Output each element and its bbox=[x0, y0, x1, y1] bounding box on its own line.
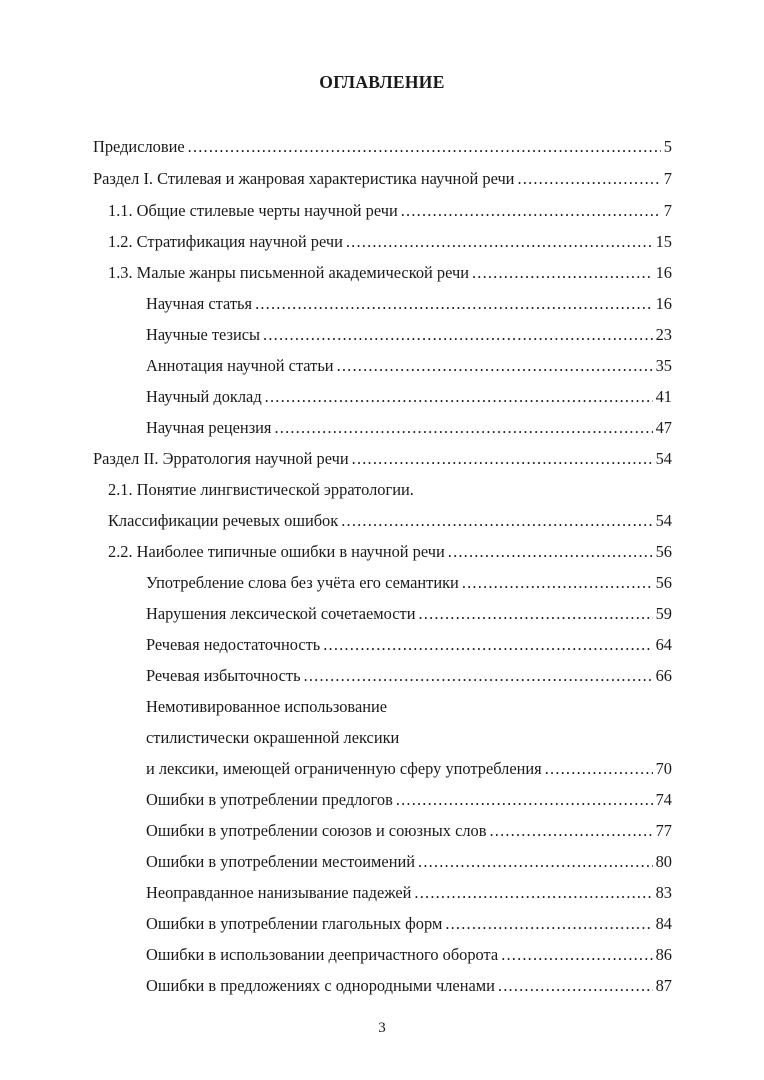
toc-leader bbox=[414, 881, 652, 905]
toc-entry-page: 84 bbox=[655, 914, 672, 933]
toc-leader bbox=[445, 912, 652, 936]
toc-leader bbox=[418, 850, 653, 874]
toc-entry-page: 74 bbox=[655, 790, 672, 809]
toc-entry-title: Употребление слова без учёта его семантики bbox=[146, 573, 459, 592]
toc-entry[interactable] bbox=[146, 788, 672, 812]
toc-leader bbox=[304, 664, 653, 688]
toc-entry[interactable] bbox=[108, 509, 672, 533]
toc-entry-title[interactable]: 2.1. Понятие лингвистической эрратологии. bbox=[108, 480, 414, 499]
page-number: 3 bbox=[378, 1020, 386, 1036]
toc-entry-page: 16 bbox=[655, 263, 672, 282]
toc-entry-title: Раздел II. Эрратология научной речи bbox=[93, 449, 349, 468]
toc-entry-title: Речевая недостаточность bbox=[146, 635, 321, 654]
toc-leader bbox=[396, 788, 653, 812]
toc-entry-title: Ошибки в предложениях с однородными членами bbox=[146, 976, 495, 995]
toc-entry[interactable] bbox=[146, 323, 672, 347]
toc-entry-page: 54 bbox=[655, 511, 672, 530]
toc-leader bbox=[346, 230, 653, 254]
toc-leader bbox=[462, 571, 653, 595]
toc-entry[interactable] bbox=[146, 819, 672, 843]
toc-entry-title: Речевая избыточность bbox=[146, 666, 301, 685]
toc-entry[interactable] bbox=[146, 881, 672, 905]
toc-entry-title: и лексики, имеющей ограниченную сферу употребления bbox=[146, 759, 542, 778]
toc-entry-title: Ошибки в употреблении предлогов bbox=[146, 790, 393, 809]
toc-entry-title: Предисловие bbox=[93, 137, 185, 156]
toc-entry-title: 1.3. Малые жанры письменной академической речи bbox=[108, 263, 469, 282]
toc-entry-page: 66 bbox=[655, 666, 672, 685]
toc-entry[interactable] bbox=[146, 571, 672, 595]
toc-leader bbox=[352, 447, 653, 471]
toc-entry-title: Ошибки в употреблении союзов и союзных слов bbox=[146, 821, 487, 840]
toc-entry-title: 1.1. Общие стилевые черты научной речи bbox=[108, 201, 398, 220]
toc-entry-title: Нарушения лексической сочетаемости bbox=[146, 604, 416, 623]
toc-leader bbox=[472, 261, 653, 285]
toc-entry-title: Научный доклад bbox=[146, 387, 262, 406]
toc-entry[interactable] bbox=[93, 167, 672, 191]
toc-leader bbox=[337, 354, 653, 378]
toc-entry-title: Классификации речевых ошибок bbox=[108, 511, 339, 530]
toc-leader bbox=[274, 416, 652, 440]
toc-entry-page: 7 bbox=[663, 201, 672, 220]
toc-entry-page: 7 bbox=[663, 169, 672, 188]
toc-entry-page: 23 bbox=[655, 325, 672, 344]
toc-entry-title: Раздел I. Стилевая и жанровая характеристика научной речи bbox=[93, 169, 515, 188]
toc-leader bbox=[401, 199, 661, 223]
toc-leader bbox=[501, 943, 652, 967]
toc-leader bbox=[489, 819, 652, 843]
toc-leader bbox=[517, 167, 660, 191]
toc-entry-page: 5 bbox=[663, 137, 672, 156]
toc-leader bbox=[418, 602, 652, 626]
toc-leader bbox=[341, 509, 652, 533]
toc-entry[interactable] bbox=[108, 261, 672, 285]
toc-entry-title: Научная рецензия bbox=[146, 418, 272, 437]
toc-leader bbox=[265, 385, 653, 409]
toc-entry[interactable] bbox=[108, 230, 672, 254]
toc-entry-title[interactable]: Немотивированное использование bbox=[146, 697, 388, 716]
toc-entry[interactable] bbox=[146, 385, 672, 409]
toc-entry[interactable] bbox=[108, 540, 672, 564]
toc-entry-title[interactable]: стилистически окрашенной лексики bbox=[146, 728, 400, 747]
toc-entry-title: Научные тезисы bbox=[146, 325, 261, 344]
toc-entry[interactable] bbox=[146, 354, 672, 378]
toc-entry-page: 41 bbox=[655, 387, 672, 406]
toc-entry-page: 59 bbox=[655, 604, 672, 623]
toc-entry[interactable] bbox=[146, 943, 672, 967]
toc-leader bbox=[498, 974, 653, 998]
toc-entry-page: 56 bbox=[655, 542, 672, 561]
toc-leader bbox=[188, 135, 661, 159]
toc-entry[interactable] bbox=[146, 602, 672, 626]
toc-entry[interactable] bbox=[146, 757, 672, 781]
page-title: ОГЛАВЛЕНИЕ bbox=[319, 72, 445, 92]
toc-entry[interactable] bbox=[93, 447, 672, 471]
toc-entry[interactable] bbox=[108, 199, 672, 223]
toc-entry[interactable] bbox=[146, 912, 672, 936]
toc-entry-page: 80 bbox=[655, 852, 672, 871]
toc-entry-page: 83 bbox=[655, 883, 672, 902]
toc-entry-page: 70 bbox=[655, 759, 672, 778]
toc-leader bbox=[323, 633, 652, 657]
toc-leader bbox=[545, 757, 653, 781]
toc-entry-title: 2.2. Наиболее типичные ошибки в научной речи bbox=[108, 542, 445, 561]
toc-entry-title: Ошибки в употреблении местоимений bbox=[146, 852, 416, 871]
toc-entry-page: 56 bbox=[655, 573, 672, 592]
toc-entry[interactable] bbox=[146, 633, 672, 657]
toc-entry-page: 16 bbox=[655, 294, 672, 313]
toc-entry-page: 86 bbox=[655, 945, 672, 964]
toc-entry[interactable] bbox=[146, 850, 672, 874]
toc-entry-page: 64 bbox=[655, 635, 672, 654]
toc-leader bbox=[448, 540, 653, 564]
toc-entry-page: 87 bbox=[655, 976, 672, 995]
toc-entry-page: 54 bbox=[655, 449, 672, 468]
toc-entry-title: 1.2. Стратификация научной речи bbox=[108, 232, 343, 251]
toc-entry[interactable] bbox=[146, 664, 672, 688]
toc-entry[interactable] bbox=[146, 974, 672, 998]
toc-entry-title: Научная статья bbox=[146, 294, 253, 313]
toc-leader bbox=[255, 292, 653, 316]
toc-entry-title: Ошибки в употреблении глагольных форм bbox=[146, 914, 443, 933]
toc-entry-page: 35 bbox=[655, 356, 672, 375]
toc-entry[interactable] bbox=[146, 292, 672, 316]
toc-leader bbox=[263, 323, 653, 347]
toc-entry-title: Аннотация научной статьи bbox=[146, 356, 334, 375]
toc-entry-page: 77 bbox=[655, 821, 672, 840]
toc-entry-page: 47 bbox=[655, 418, 672, 437]
toc-entry[interactable] bbox=[93, 135, 672, 159]
toc-entry-title: Ошибки в использовании деепричастного оборота bbox=[146, 945, 499, 964]
toc-entry-title: Неоправданное нанизывание падежей bbox=[146, 883, 412, 902]
toc-entry[interactable] bbox=[146, 416, 672, 440]
toc-entry-page: 15 bbox=[655, 232, 672, 251]
